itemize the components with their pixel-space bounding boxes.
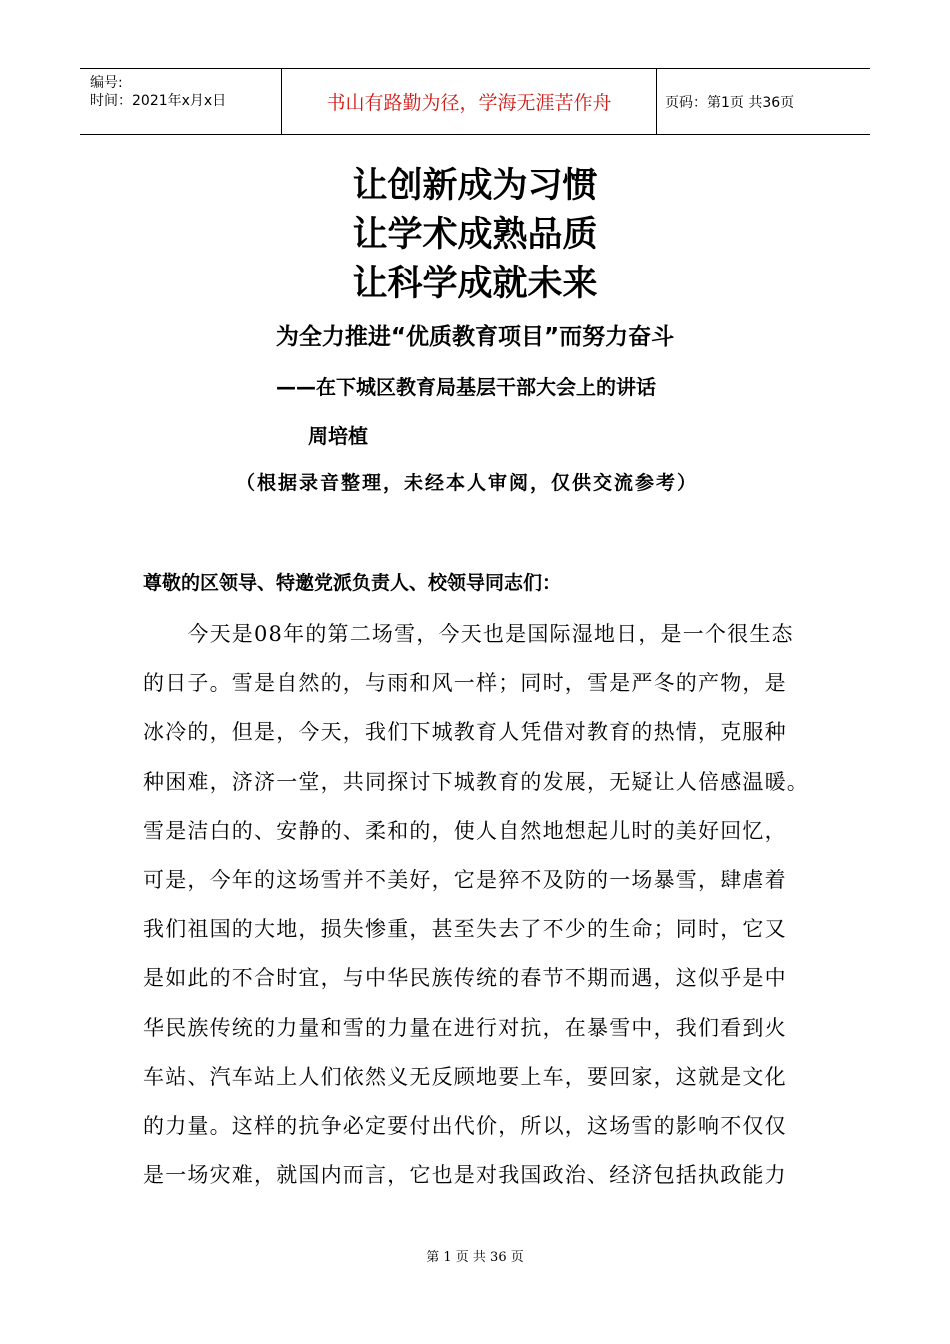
header-table: [80, 68, 870, 135]
header-motto-cell: [282, 69, 657, 134]
body-line: 种困难，济济一堂，共同探讨下城教育的发展，无疑让人倍感温暖。: [143, 769, 809, 794]
title-line-1: 让创新成为习惯: [352, 166, 598, 206]
body-line: 是一场灾难，就国内而言，它也是对我国政治、经济包括执政能力: [143, 1163, 787, 1188]
subtitle: 为全力推进“优质教育项目”而努力奋斗: [275, 324, 675, 350]
body-line: 冰冷的，但是，今天，我们下城教育人凭借对教育的热情，克服种: [143, 720, 787, 745]
body-line: 我们祖国的大地，损失惨重，甚至失去了不少的生命；同时，它又: [143, 917, 787, 942]
document-number-label: 编号:: [90, 75, 123, 91]
author-name: 周培植: [308, 424, 368, 448]
body-line: 的日子。雪是自然的，与雨和风一样；同时，雪是严冬的产物，是: [143, 671, 787, 696]
body-paragraph: [143, 610, 813, 1200]
title-line-3: 让科学成就未来: [352, 264, 598, 304]
body-line: 今天是08年的第二场雪，今天也是国际湿地日，是一个很生态: [143, 622, 794, 646]
body-line: 华民族传统的力量和雪的力量在进行对抗，在暴雪中，我们看到火: [143, 1015, 787, 1040]
body-line: 是如此的不合时宜，与中华民族传统的春节不期而遇，这似乎是中: [143, 966, 787, 991]
salutation: 尊敬的区领导、特邀党派负责人、校领导同志们：: [143, 572, 562, 594]
header-page-number: 页码：第1页 共36页: [665, 94, 795, 111]
body-line: 雪是洁白的、安静的、柔和的，使人自然地想起儿时的美好回忆，: [143, 818, 787, 843]
transcription-note: （根据录音整理，未经本人审阅，仅供交流参考）: [236, 472, 699, 494]
header-page-cell: [657, 69, 870, 134]
speech-occasion: ——在下城区教育局基层干部大会上的讲话: [276, 375, 656, 399]
title-line-2: 让学术成熟品质: [352, 215, 598, 255]
document-date-label: 时间：2021年x月x日: [90, 93, 227, 109]
page-footer: 第 1 页 共 36 页: [426, 1250, 524, 1265]
body-line: 车站、汽车站上人们依然义无反顾地要上车，要回家，这就是文化: [143, 1064, 787, 1089]
body-line: 的力量。这样的抗争必定要付出代价，所以，这场雪的影响不仅仅: [143, 1114, 787, 1139]
header-motto: 书山有路勤为径，学海无涯苦作舟: [326, 92, 612, 114]
header-info-cell: [80, 69, 282, 134]
body-line: 可是，今年的这场雪并不美好，它是猝不及防的一场暴雪，肆虐着: [143, 868, 787, 893]
